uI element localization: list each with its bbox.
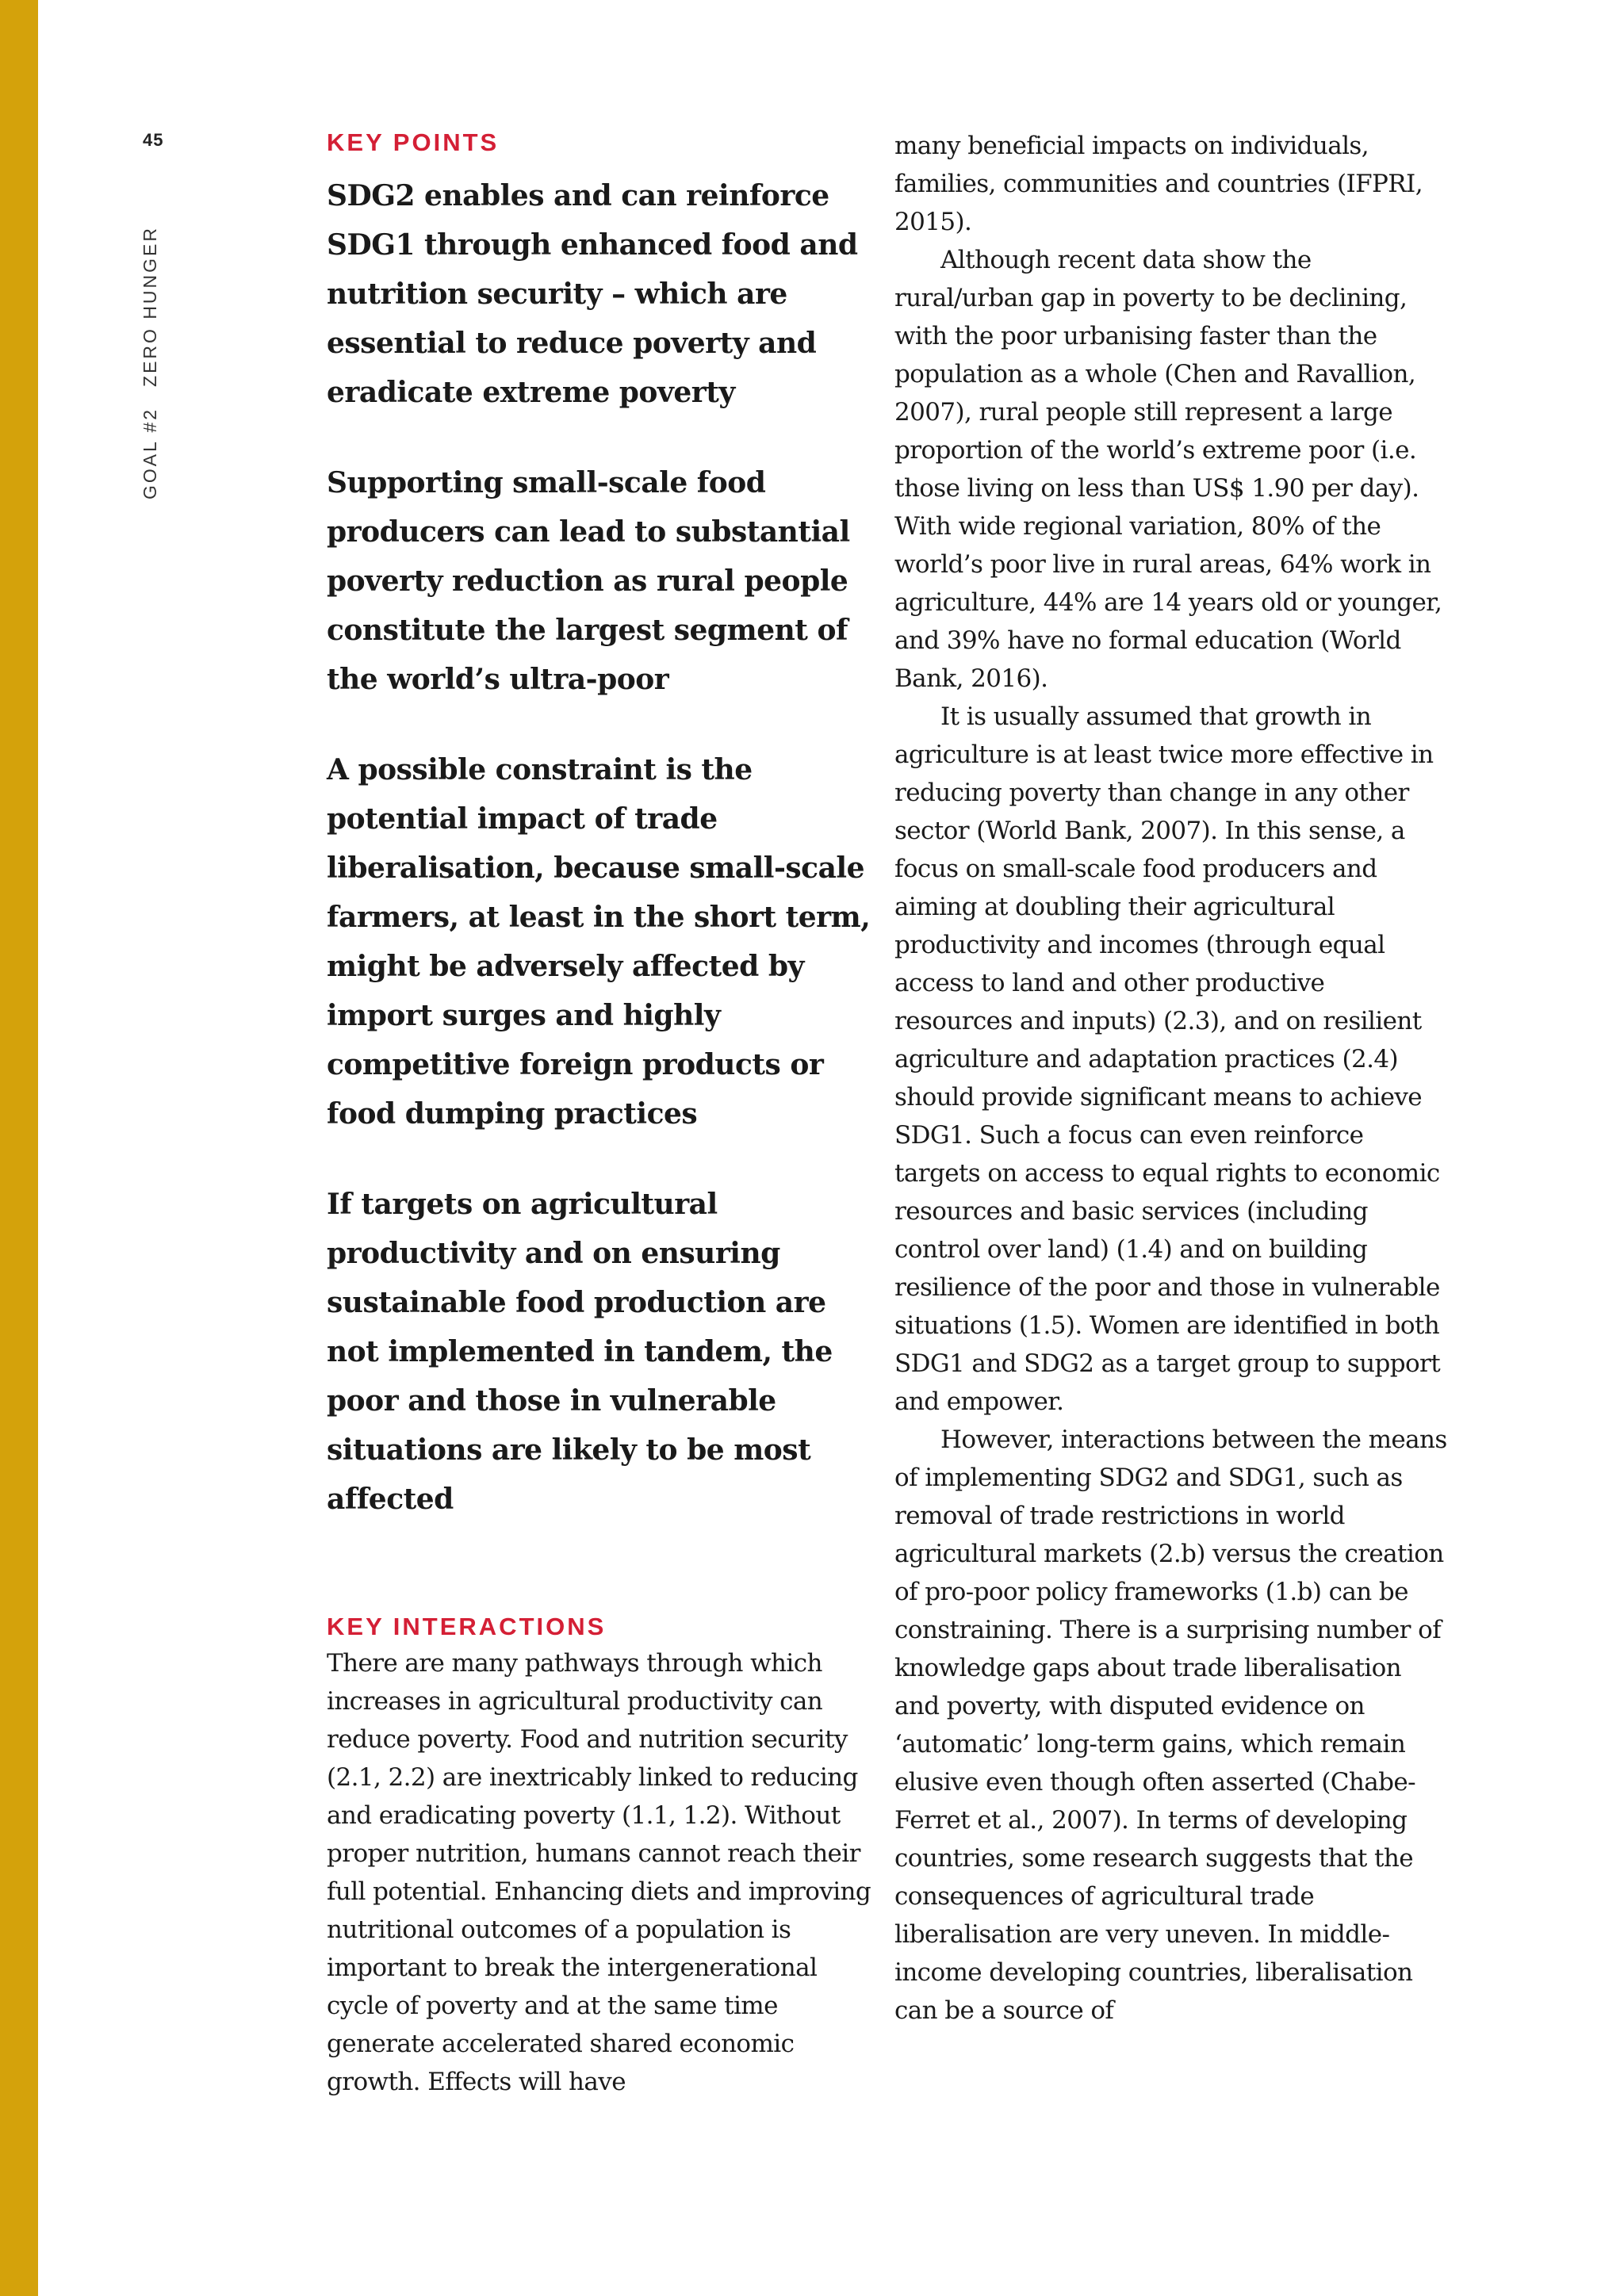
key-interactions-section [327,1611,882,2101]
right-column [894,127,1450,2030]
running-head [140,226,171,499]
page-edge-accent-bar [0,0,38,2296]
running-head-goal: GOAL #2 [140,407,160,499]
body-paragraph: It is usually assumed that growth in agriculture is at least twice more effective in reducing poverty than change in any other sector (World Bank, 2007). In this sense, a focus on small-scale food producers and aiming at doubling their agricultural productivity and incomes (through equal access to land and other productive resources and inputs) (2.3), and on resilient agriculture and adaptation practices (2.4) should provide significant means to achieve SDG1. Such a focus can even reinforce targets on access to equal rights to economic resources and basic services (including control over land) (1.4) and on building resilience of the poor and those in vulnerable situations (1.5). Women are identified in both SDG1 and SDG2 as a target group to support and empower. [894,702,1441,1416]
page-number: 45 [143,130,164,150]
key-points-heading: KEY POINTS [327,128,500,156]
left-column [327,127,882,2101]
body-paragraph: However, interactions between the means of implementing SDG2 and SDG1, such as removal of trade restrictions in world agricultural markets (2.b) versus the creation of pro-poor policy frameworks (1.b) can be constraining. There is a surprising number of knowledge gaps about trade liberalisation and poverty, with disputed evidence on ‘automatic’ long-term gains, which remain elusive even though often asserted (Chabe-Ferret et al., 2007). In terms of developing countries, some research suggests that the consequences of agricultural trade liberalisation are very uneven. In middle-income developing countries, liberalisation can be a source of [894,1425,1447,2025]
body-paragraph-continued: many beneficial impacts on individuals, families, communities and countries (IFPRI, 2015). [894,132,1423,236]
key-point: A possible constraint is the potential impact of trade liberalisation, because small-scale farmers, at least in the short term, might be adversely affected by import surges and highly competitive foreign products or food dumping practices [327,753,871,1131]
running-head-title: ZERO HUNGER [140,226,160,387]
body-paragraph: There are many pathways through which increases in agricultural productivity can reduce poverty. Food and nutrition security (2.1, 2.2) are inextricably linked to reducing and eradicating poverty (1.1, 1.2). Without proper nutrition, humans cannot reach their full potential. Enhancing diets and improving nutritional outcomes of a population is important to break the intergenerational cycle of poverty and at the same time generate accelerated shared economic growth. Effects will have [327,1649,871,2096]
key-interactions-heading: KEY INTERACTIONS [327,1613,607,1640]
key-points-list [327,171,882,1524]
key-point: SDG2 enables and can reinforce SDG1 through enhanced food and nutrition security – which are essential to reduce poverty and eradicate extreme poverty [327,179,858,409]
body-paragraph: Although recent data show the rural/urban gap in poverty to be declining, with the poor urbanising faster than the population as a whole (Chen and Ravallion, 2007), rural people still represent a large proportion of the world’s extreme poor (i.e. those living on less than US$ 1.90 per day). With wide regional variation, 80% of the world’s poor live in rural areas, 64% work in agriculture, 44% are 14 years old or younger, and 39% have no formal education (World Bank, 2016). [894,246,1442,693]
key-point: If targets on agricultural productivity and on ensuring sustainable food production are not implemented in tandem, the poor and those in vulnerable situations are likely to be most affected [327,1188,833,1516]
key-point: Supporting small-scale food producers can lead to substantial poverty reduction as rural people constitute the largest segment of the world’s ultra-poor [327,466,850,696]
